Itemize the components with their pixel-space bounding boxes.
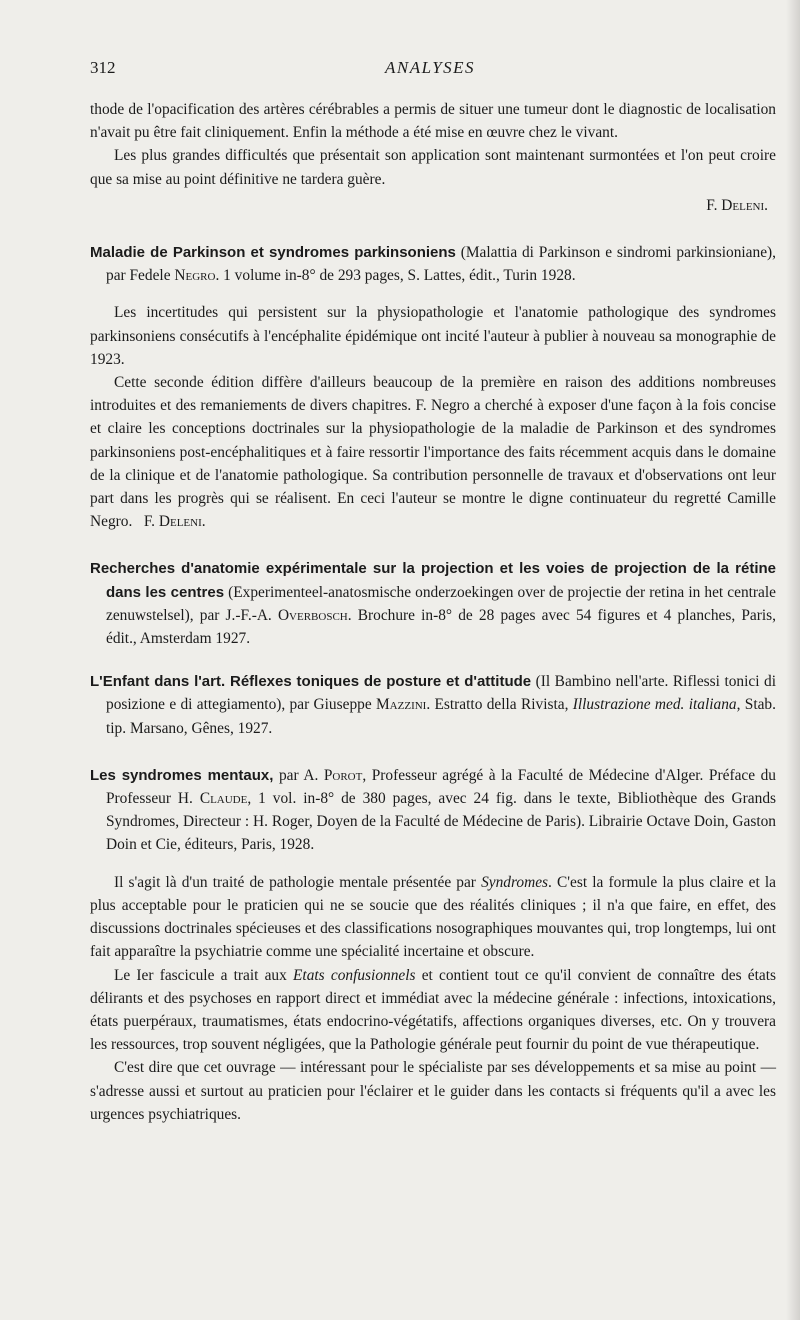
review1-ref-b: . 1 volume in-8° de 293 pages, S. Lattes, édit., Turin 1928. (215, 267, 576, 285)
review4-paragraph-2-b: et contient tout ce qu'il convient de connaître des états délirants et des psychoses en rapport direct et immédiat avec la médecine générale : infections, intoxications, états puerpéraux, traumatismes, états endocrino-végétatifs, affections organiques diverses, etc. On y trouvera les ressources, trop souvent négligées, que la Pathologie générale peut fournir du point de vue thérapeutique. (90, 966, 776, 1054)
review2-ref-a: (Experimenteel-anatosmische onderzoekingen over de projectie der retina in het centrale zenuwstelsel), par J.-F.-A. (106, 583, 776, 624)
review4-paragraph-1-a: Il s'agit là d'un traité de pathologie mentale présentée par (114, 873, 482, 891)
review2-title: Recherches d'anatomie expérimentale sur la projection et les voies de projection de la rétine dans les centres (90, 560, 776, 601)
review4-ref-b: , Professeur agrégé à la Faculté de Médecine d'Alger. Préface du Professeur H. (106, 766, 776, 808)
review4-paragraph-2-em: Etats confusionnels (293, 966, 416, 984)
page-body (90, 98, 776, 1126)
review1-author: Negro (174, 267, 216, 285)
review3-ref-b: . Estratto della Rivista, (426, 696, 573, 714)
review4-author: Porot (323, 766, 363, 784)
review3-ref-c: , Stab. tip. Marsano, Gênes, 1927. (106, 696, 776, 737)
page-number: 312 (90, 58, 116, 77)
review1-reference (90, 241, 776, 287)
review4-paragraph-2 (90, 964, 776, 1057)
review4-paragraph-1 (90, 871, 776, 964)
review2-reference (90, 557, 776, 650)
review1-ref-a: (Malattia di Parkinson e sindromi parkinsioniane), par Fedele (106, 244, 777, 285)
review4-reference (90, 764, 776, 857)
review4-ref-a: par A. (273, 766, 324, 784)
review1-paragraph-1: Les incertitudes qui persistent sur la physiopathologie et l'anatomie pathologique des syndromes parkinsoniens consécutifs à l'encéphalite épidémique ont incité l'auteur à publier à nouveau sa monographie de 1923. (90, 304, 776, 368)
review3-reference (90, 670, 776, 740)
page-header (90, 58, 770, 84)
section1-paragraph-1: thode de l'opacification des artères cérébrables a permis de situer une tumeur dont le diagnostic de localisation n'avait pu être fait cliniquement. Enfin la méthode a été mise en œuvre chez le vivant. (90, 101, 776, 142)
review1-paragraph-2-text: Cette seconde édition diffère d'ailleurs beaucoup de la première en raison des additions nombreuses introduites et des remaniements de divers chapitres. F. Negro a cherché à exposer d'une façon à la fois concise et claire les conceptions doctrinales sur la physiopathologie de la maladie de Parkinson et des syndromes parkinsoniens post-encéphalitiques et à faire ressortir l'importance des faits récemment acquis dans le domaine de la clinique et de l'anatomie pathologique. Sa contribution personnelle de travaux et d'observations ont leur part dans les progrès qui se réalisent. En ceci l'auteur se montre le digne continuateur du regretté Camille Negro. (90, 374, 776, 531)
section1-signature: F. Deleni. (706, 196, 768, 214)
review3-title: L'Enfant dans l'art. Réflexes toniques de posture et d'attitude (90, 673, 532, 691)
review3-ref-a: (Il Bambino nell'arte. Riflessi tonici di posizione e di attegiamento), par Giuseppe (106, 673, 776, 714)
review1-paragraph-2 (90, 371, 776, 533)
review2-ref-b: . Brochure in-8° de 28 pages avec 54 figures et 4 planches, Paris, édit., Amsterdam 1927. (106, 606, 776, 648)
running-title: ANALYSES (384, 58, 476, 77)
review3-journal: Illustrazione med. italiana (572, 696, 737, 714)
review2-author: Overbosch (277, 606, 348, 624)
review4-paragraph-2-a: Le Ier fascicule a trait aux (114, 966, 294, 984)
review4-title: Les syndromes mentaux, (90, 766, 274, 784)
page-edge-shadow (786, 0, 800, 1320)
review4-author-2: Claude (199, 790, 248, 808)
review4-paragraph-1-b: . C'est la formule la plus claire et la plus acceptable pour le praticien qui ne se soucie que des réalités cliniques ; il n'a que faire, en effet, des discussions doctrinales spécieuses et des classifications nosographiques mouvantes qui, trop longtemps, lui ont fait apparaître la psychiatrie comme une spécialité incertaine et obscure. (90, 873, 776, 961)
review1-signature: F. Deleni. (143, 513, 206, 531)
section1-paragraph-2: Les plus grandes difficultés que présentait son application sont maintenant surmontées et l'on peut croire que sa mise au point définitive ne tardera guère. (90, 147, 776, 188)
review1-title: Maladie de Parkinson et syndromes parkinsoniens (90, 244, 456, 262)
review4-paragraph-3: C'est dire que cet ouvrage — intéressant pour le spécialiste par ses développements et sa mise au point — s'adresse aussi et surtout au praticien pour l'éclairer et le guider dans les contacts si fréquents qu'il a avec les urgences psychiatriques. (90, 1059, 776, 1123)
review3-author: Mazzini (376, 696, 427, 714)
review4-paragraph-1-em: Syndromes (481, 873, 549, 891)
review4-ref-c: , 1 vol. in-8° de 380 pages, avec 24 fig. dans le texte, Bibliothèque des Grands Syndromes, Directeur : H. Roger, Doyen de la Faculté de Médecine de Paris). Librairie Octave Doin, Gaston Doin et Cie, éditeurs, Paris, 1928. (106, 790, 777, 854)
